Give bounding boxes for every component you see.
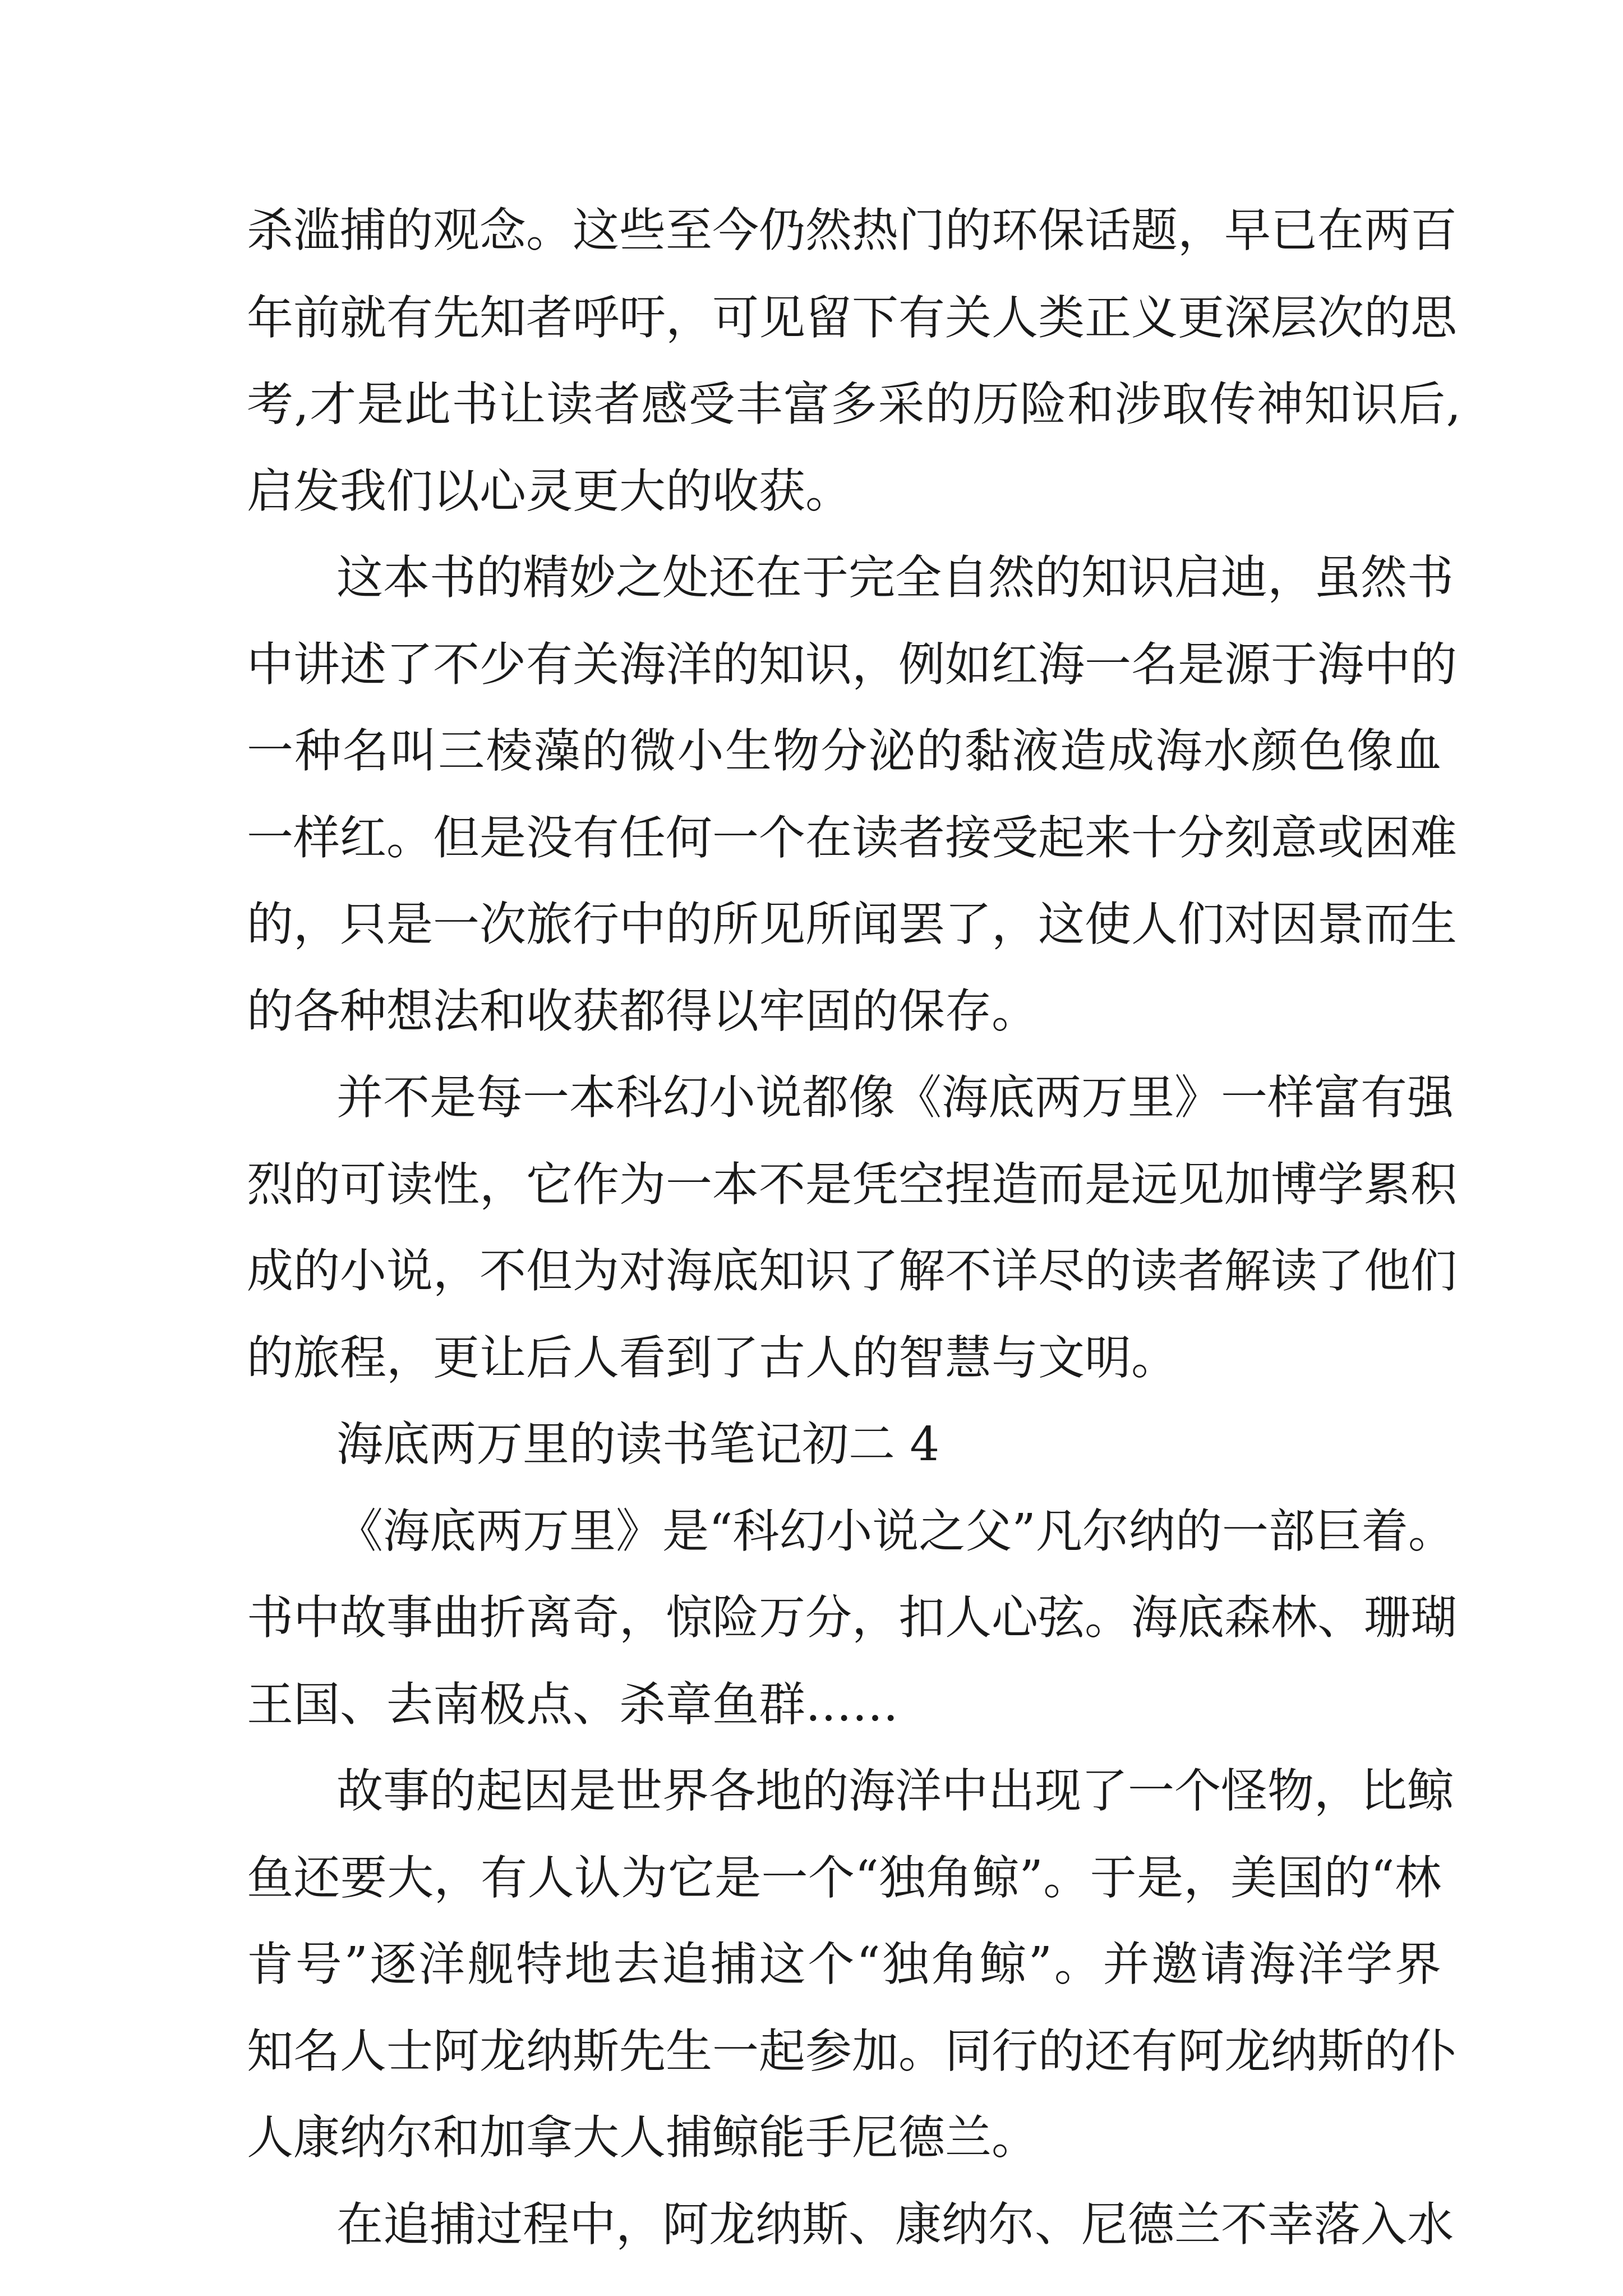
text-line: 肯号”逐洋舰特地去追捕这个“独角鲸”。并邀请海洋学界	[247, 1937, 1441, 1991]
text-line: 烈的可读性，它作为一本不是凭空捏造而是远见加博学累积	[247, 1157, 1457, 1212]
text-line: 一样红。但是没有任何一个在读者接受起来十分刻意或困难	[247, 811, 1457, 865]
text-line: 王国、去南极点、杀章鱼群……	[247, 1677, 898, 1732]
text-line: 书中故事曲折离奇，惊险万分，扣人心弦。海底森林、珊瑚	[247, 1590, 1457, 1645]
paragraph-first-line: 并不是每一本科幻小说都像《海底两万里》一样富有强	[336, 1070, 1454, 1125]
text-line: 的各种想法和收获都得以牢固的保存。	[247, 984, 1038, 1038]
paragraph-first-line: 《海底两万里》是“科幻小说之父”凡尔纳的一部巨着。	[336, 1504, 1455, 1558]
paragraph-first-line: 故事的起因是世界各地的海洋中出现了一个怪物，比鲸	[336, 1764, 1454, 1818]
text-line: 杀滥捕的观念。这些至今仍然热门的环保话题，早已在两百	[247, 203, 1457, 257]
text-line: 年前就有先知者呼吁，可见留下有关人类正义更深层次的思	[247, 291, 1457, 345]
text-line: 一种名叫三棱藻的微小生物分泌的黏液造成海水颜色像血	[247, 724, 1441, 778]
text-line: 的，只是一次旅行中的所见所闻罢了，这使人们对因景而生	[247, 897, 1457, 951]
text-line: 启发我们以心灵更大的收获。	[247, 464, 852, 518]
text-line: 成的小说，不但为对海底知识了解不详尽的读者解读了他们	[247, 1244, 1457, 1298]
text-line: 中讲述了不少有关海洋的知识，例如红海一名是源于海中的	[247, 637, 1457, 692]
text-line: 鱼还要大，有人认为它是一个“独角鲸”。于是，美国的“林	[247, 1851, 1441, 1905]
text-line: 的旅程，更让后人看到了古人的智慧与文明。	[247, 1331, 1178, 1385]
text-line: 知名人士阿龙纳斯先生一起参加。同行的还有阿龙纳斯的仆	[247, 2024, 1457, 2078]
text-line: 考,才是此书让读者感受丰富多采的历险和涉取传神知识后,	[247, 377, 1461, 431]
paragraph-first-line: 这本书的精妙之处还在于完全自然的知识启迪，虽然书	[336, 550, 1454, 605]
paragraph-first-line: 在追捕过程中，阿龙纳斯、康纳尔、尼德兰不幸落入水	[336, 2197, 1454, 2252]
section-heading: 海底两万里的读书笔记初二 4	[336, 1417, 940, 1471]
text-line: 人康纳尔和加拿大人捕鲸能手尼德兰。	[247, 2110, 1038, 2165]
